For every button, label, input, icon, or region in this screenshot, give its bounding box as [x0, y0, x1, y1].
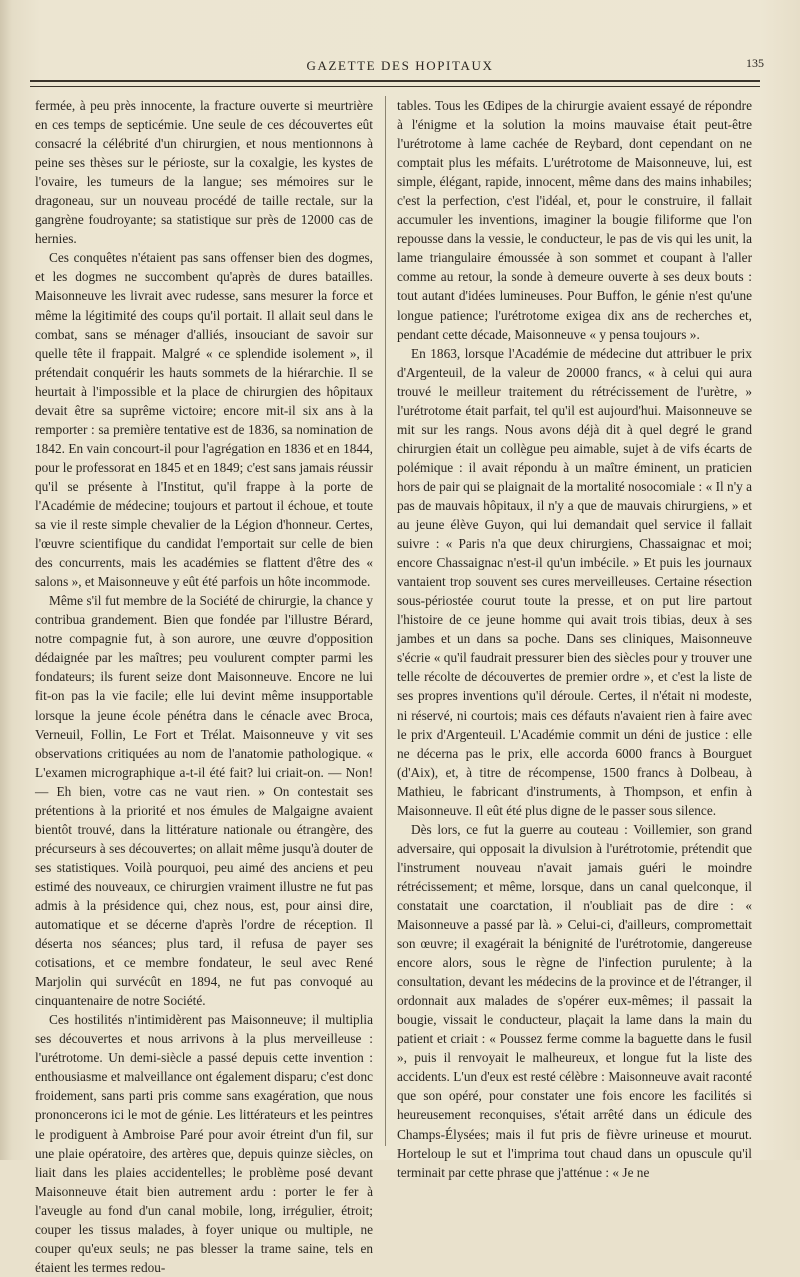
paragraph: En 1863, lorsque l'Académie de médecine dut attribuer le prix d'Argenteuil, de la valeur de 20000 francs, « à celui qui aura trouvé le meilleur traitement du rétrécissement de l'urètre, » l'urétrotome était parfait, tel qu'il est aujourd'hui. Maisonneuve se mit sur les rangs. Nous avons déjà dit à quel degré le grand chirurgien était un collègue peu aimable, sujet à de vifs écarts de polémique : il avait répondu à un maître éminent, un praticien hors de pair qui se plaignait de la mortalité nosocomiale : « Il n'y a pas de mauvais hôpitaux, il n'y a que de mauvais chirurgiens, » et au jeune élève Guyon, qui lui demandait quel service il fallait suivre : « Paris n'a que deux chirurgiens, Chassaignac et moi; encore Chassaignac n'est-il qu'un imbécile. » Et puis les journaux vantaient trop souvent ses cures merveilleuses. Certaine résection sous-périostée courut toute la presse, et on put lire partout l'histoire de ce jeune homme qui avait trois tibias, deux à ses jambes et un dans sa poche. Dans ses cliniques, Maisonneuve s'écrie « qu'il faudrait pressurer bien des siècles pour y trouver une telle récolte de découvertes de premier ordre », et c'est la liste de ses propres inventions qu'il déroule. Certes, il n'était ni modeste, ni réservé, ni courtois; mais ces défauts n'avaient rien à faire avec le prix d'Argenteuil. L'Académie commit un déni de justice : elle ne décerna pas le prix, elle accorda 6000 francs à Bourguet (d'Aix), et, à titre de récompense, 1500 francs à Dolbeau, à Mathieu, le fabricant d'instruments, à Thompson, et enfin à Maisonneuve. Il eût été plus digne de le passer sous silence. — [397, 345, 752, 818]
paragraph: Dès lors, ce fut la guerre au couteau : Voillemier, son grand adversaire, qui opposait la divulsion à l'urétrotomie, prétendit que l'instrument nouveau n'avait jamais guéri le moindre rétrécissement; et même, lorsque, dans un canal quelconque, il constatait une coarctation, il n'oubliait pas de dire : « Maisonneuve a passé par là. » Celui-ci, d'ailleurs, compromettait son œuvre; il exagérait la bénignité de l'urétrotomie, dangereuse encore alors, sous le règne de l'infection purulente; à la consultation, devant les médecins de la province et de l'étranger, il ordonnait aux malades de s'opérer eux-mêmes; il passait la bougie, vissait le conducteur, plaçait la lame dans la main du patient et criait : « Poussez ferme comme la baguette dans le fusil », puis il renvoyait le malheureux, et longue fut la liste des accidents. L'un d'eux est resté célèbre : Maisonneuve avait raconté que son opéré, pour constater une fois encore les facilités si heureusement reconquises, s'était arrêté dans un édicule des Champs-Élysées; mais il fut pris de fièvre urineuse et mourut. Horteloup le sut et l'imprima tout chaud dans un opuscule qu'il terminait par cette phrase que j'atténue : « Je ne — [397, 821, 752, 1180]
page-header — [0, 56, 800, 76]
paragraph: Ces hostilités n'intimidèrent pas Maisonneuve; il multiplia ses découvertes et nous arrivons à la plus merveilleuse : l'urétrotome. Un demi-siècle a passé depuis cette invention : enthousiasme et malveillance ont également disparu; c'est donc froidement, sans parti pris comme sans exagération, que nous prononcerons ici le mot de génie. Les littérateurs et les peintres le prodiguent à Ambroise Paré pour avoir étreint d'un fil, sur une plaie opératoire, des artères que, depuis quinze siècles, on liait dans les plaies accidentelles; le problème posé devant Maisonneuve était bien autrement ardu : porter le fer à l'aveugle au fond d'un canal mobile, long, irrégulier, étroit; couper les tissus malades, à foyer unique ou multiple, ne couper qu'eux seuls; ne pas blesser la trame saine, tels en étaient les termes redou- — [35, 1012, 373, 1275]
column-divider — [385, 96, 386, 1146]
paragraph: Même s'il fut membre de la Société de chirurgie, la chance y contribua grandement. Bien que fondée par l'illustre Bérard, notre compagnie fut, à son aurore, une œuvre d'opposition dédaignée par les maîtres; peu voulurent compter parmi les fondateurs; ils furent seize dont Maisonneuve. Encore ne lui fit-on pas la vie facile; elle lui devint même insupportable lorsque la jeune école pénétra dans le cénacle avec Broca, Verneuil, Follin, Le Fort et Trélat. Maisonneuve y vit ses observations critiquées au nom de l'anatomie pathologique. « L'examen micrographique a-t-il été fait? lui criait-on. — Non! — Eh bien, votre cas ne vaut rien. » On contestait ses prétentions à la priorité et nos émules de Malgaigne avaient bientôt trouvé, dans la littérature nationale ou étrangère, des précurseurs à ses découvertes; on allait même jusqu'à douter de ses statistiques. Voilà pourquoi, peu aimé des anciens et peu estimé des nouveaux, ce chirurgien vraiment illustre ne fut pas admis à la présidence qui, chez nous, est, pour ainsi dire, automatique et se décerne d'après l'ordre de réception. Il déserta nos séances; plus tard, il refusa de payer ses cotisations, et ce membre fondateur, le seul avec René Marjolin qui survécût en 1894, ne fut pas convoqué au cinquantenaire de notre Société. — [35, 593, 373, 1009]
paragraph: tables. Tous les Œdipes de la chirurgie avaient essayé de répondre à l'énigme et la solution la moins mauvaise était peut-être l'urétrotome à lame cachée de Reybard, dont cependant on ne comptait plus les méfaits. L'urétrotome de Maisonneuve, lui, est simple, élégant, rapide, innocent, même dans des mains inhabiles; c'est la perfection, c'est l'idéal, et, pour le construire, il fallait accumuler les inventions, imaginer la bougie filiforme que l'on repousse dans la vessie, le conducteur, le pas de vis qui les unit, la lame triangulaire émoussée à son sommet et coupant à l'aller comme au retour, la sonde à demeure ouverte à ses deux bouts : tout autant d'idées lumineuses. Pour Buffon, le génie n'est qu'une longue patience; l'urétrotome exigea dix ans de recherches et, pendant cette décade, Maisonneuve « y pensa toujours ». — [397, 98, 752, 342]
journal-title: GAZETTE DES HOPITAUX — [306, 58, 494, 73]
paragraph: fermée, à peu près innocente, la fracture ouverte si meurtrière en ces temps de septicémie. Une seule de ces découvertes eût consacré la célébrité d'un chirurgien, et nous mentionnons à peine ses thèses sur le périoste, sur la coxalgie, les kystes de l'ovaire, les tumeurs de la langue; ses mémoires sur le dragoneau, sur un nouveau procédé de taille rectale, sur la gangrène foudroyante; sa statistique sur près de 12000 cas de hernies. — [35, 98, 373, 247]
paragraph: Ces conquêtes n'étaient pas sans offenser bien des dogmes, et les dogmes ne succombent qu'après de dures batailles. Maisonneuve les livrait avec rudesse, sans mesurer la force et même la légitimité des coups qu'il portait. Il allait seul dans le combat, sans se ménager d'alliés, insouciant de savoir sur quelle tête il frappait. Malgré « ce splendide isolement », il prétendait conquérir les hauts sommets de la hiérarchie. Il se heurtait à l'impossible et la place de chirurgien des hôpitaux devait être sa suprême victoire; encore mit-il six ans à la remporter : sa première tentative est de 1836, sa nomination de 1842. En vain concourt-il pour l'agrégation en 1836 et en 1844, pour le professorat en 1845 et en 1849; c'est sans jamais réussir qu'il se présente à l'Institut, qu'il frappe à la porte de l'Académie de médecine; toujours et partout il échoue, et toute sa vie il reste simple chevalier de la Légion d'honneur. Certes, l'œuvre scientifique du candidat l'emportait sur celle de bien des concurrents, mais les académies se flattent d'être des « salons », et Maisonneuve y eût été parfois un hôte incommode. — [35, 250, 373, 590]
left-column — [35, 96, 373, 1275]
header-rule-thick — [30, 80, 760, 82]
header-rule-thin — [30, 86, 760, 87]
right-column — [397, 96, 752, 1180]
page-number: 135 — [746, 56, 764, 70]
